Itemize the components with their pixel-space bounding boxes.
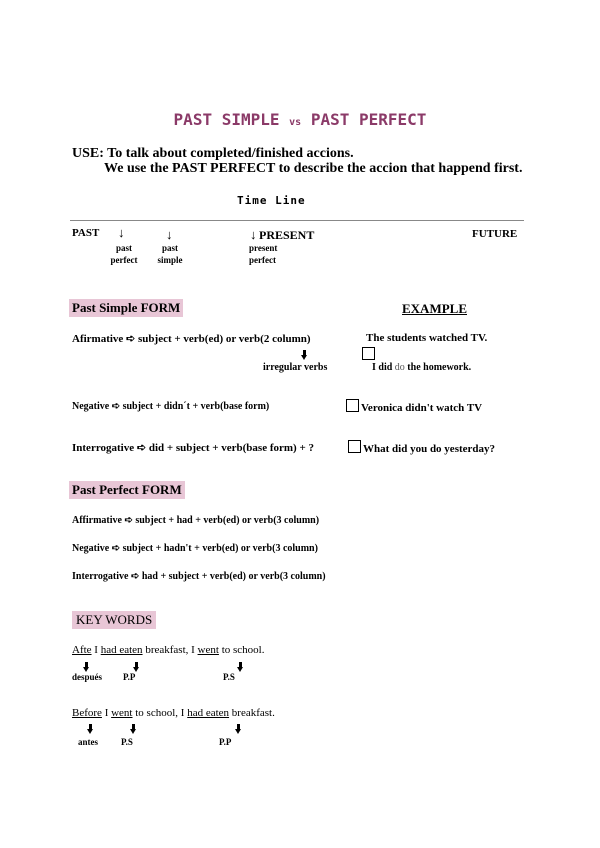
title-past-perfect: PAST PERFECT [310,110,427,129]
past-perfect-header: Past Perfect FORM [69,481,185,499]
marker-past-perfect: past perfect [110,243,138,265]
example-interrogative: What did you do yesterday? [348,440,495,455]
title-past-simple: PAST SIMPLE [173,110,280,129]
past-simple-header: Past Simple FORM [69,299,183,317]
checkbox-icon [348,440,361,453]
arrow-down-icon [237,659,244,677]
past-simple-negative: Negative ➪ subject + didn´t + verb(base form) [72,401,270,412]
example-irregular: I did do the homework. [372,362,472,373]
timeline-future: FUTURE [472,228,518,240]
checkbox-icon [346,399,359,412]
use-line-1: USE: To talk about completed/finished accions. [72,146,354,161]
example-negative: Veronica didn't watch TV [346,399,482,414]
arrow-down-icon: ↓ [166,227,173,242]
title-vs: vs [289,117,302,128]
label-pp: P.P [123,672,136,682]
example-affirmative: The students watched TV. [366,332,488,344]
marker-past-simple: past simple [157,243,183,265]
marker-present-perfect: present perfect [249,243,278,265]
example-header: EXAMPLE [402,301,467,316]
page-title [0,110,600,129]
label-ps: P.S [121,737,133,747]
timeline-past: PAST [72,227,100,239]
past-perfect-affirmative: Affirmative ➪ subject + had + verb(ed) or verb(3 column) [72,515,320,526]
timeline-title: Time Line [237,194,306,207]
label-pp: P.P [219,737,232,747]
arrow-down-icon: ↓ [250,227,257,242]
label-ps: P.S [223,672,235,682]
past-perfect-interrogative: Interrogative ➪ had + subject + verb(ed) or verb(3 column) [72,571,326,582]
arrow-down-icon [235,721,242,739]
label-despues: después [72,672,103,682]
past-simple-affirmative: Afirmative ➪ subject + verb(ed) or verb(2 column) [72,333,311,345]
arrow-down-icon: ↓ [118,225,125,240]
irregular-verbs-note: irregular verbs [263,362,328,373]
timeline-present: PRESENT [259,228,315,242]
use-line-2: We use the PAST PERFECT to describe the accion that happend first. [104,161,523,176]
past-perfect-negative: Negative ➪ subject + hadn't + verb(ed) or verb(3 column) [72,543,318,554]
past-simple-interrogative: Interrogative ➪ did + subject + verb(base form) + ? [72,442,314,454]
key-words-header: KEY WORDS [72,611,156,629]
timeline-divider [70,220,524,221]
example-sentence-1: Afte I had eaten breakfast, I went to school. [72,644,265,656]
label-antes: antes [78,737,98,747]
example-sentence-2: Before I went to school, I had eaten breakfast. [72,707,275,719]
